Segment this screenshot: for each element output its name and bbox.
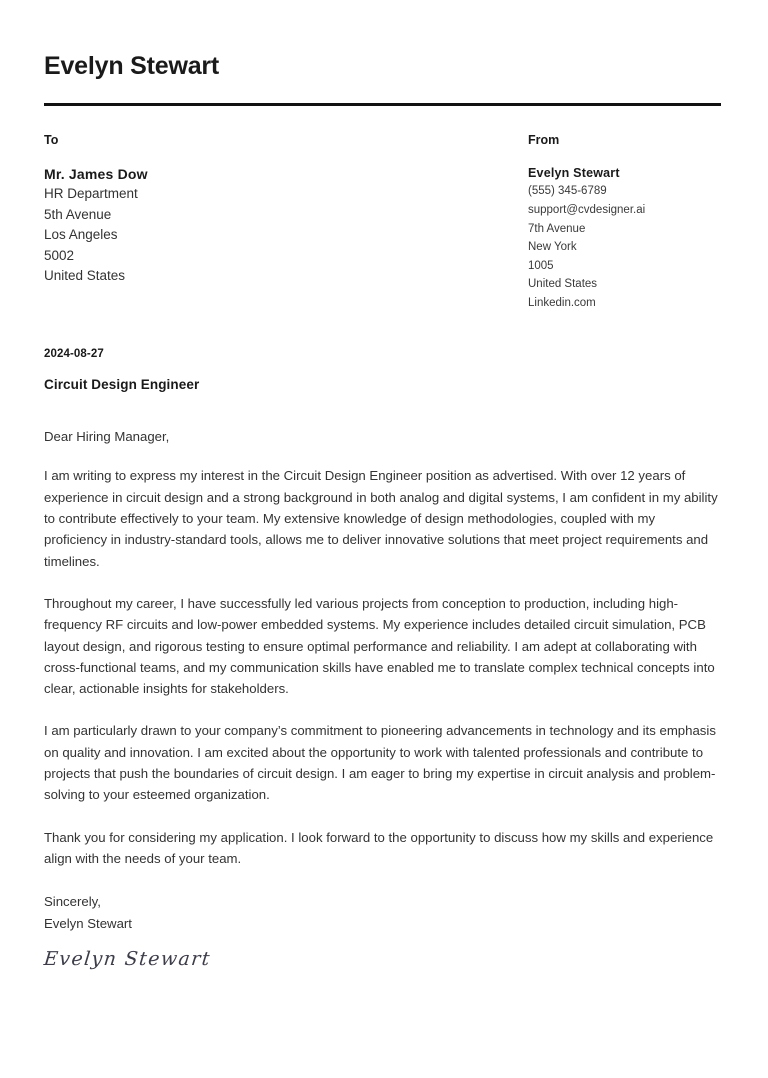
- letter-greeting: Dear Hiring Manager,: [44, 429, 170, 445]
- recipient-line: 5002: [44, 247, 75, 263]
- sender-line: New York: [528, 241, 577, 254]
- sender-website: Linkedin.com: [528, 296, 596, 309]
- body-paragraph: Throughout my career, I have successfully led various projects from conception to production, including high-frequency RF circuits and low-power embedded systems. My experience includes detailed circuit simulation, PCB layout design, and rigorous testing to ensure optimal performance and reliability. I am adept at collaborating with cross-functional teams, and my communication skills have enabled me to translate complex technical concepts into clear, actionable insights for stakeholders.: [44, 595, 715, 697]
- recipient-label: To: [44, 132, 59, 147]
- sender-name: Evelyn Stewart: [528, 165, 620, 180]
- header-divider: [44, 103, 721, 106]
- recipient-line: United States: [44, 268, 126, 284]
- letter-body: [44, 465, 721, 869]
- body-paragraph: I am writing to express my interest in the Circuit Design Engineer position as advertised. With over 12 years of experience in circuit design and a strong background in both analog and digital systems, I am confident in my ability to contribute effectively to your team. My extensive knowledge of design methodologies, coupled with my proficiency in industry-standard tools, allows me to deliver innovative solutions that meet project requirements and timelines.: [44, 468, 718, 569]
- recipient-name: Mr. James Dow: [44, 165, 148, 182]
- letter-meta: [44, 348, 724, 394]
- signature: Evelyn Stewart: [42, 947, 212, 970]
- body-paragraph: I am particularly drawn to your company’s commitment to pioneering advancements in technology and its emphasis on quality and innovation. I am excited about the opportunity to work with talented professionals and contribute to projects that push the boundaries of circuit design. I am eager to bring my expertise in circuit analysis and problem-solving to your esteemed organization.: [44, 723, 716, 803]
- page-title: Evelyn Stewart: [44, 52, 220, 80]
- sender-phone: (555) 345-6789: [528, 185, 607, 198]
- letter-closing: [44, 891, 724, 934]
- contact-block: [44, 133, 724, 313]
- closing-name: Evelyn Stewart: [44, 915, 132, 931]
- recipient-line: HR Department: [44, 186, 138, 202]
- sender-column: [528, 133, 724, 313]
- job-title: Circuit Design Engineer: [44, 377, 200, 393]
- sender-label: From: [528, 132, 560, 147]
- recipient-line: Los Angeles: [44, 227, 118, 243]
- recipient-line: 5th Avenue: [44, 206, 112, 222]
- body-paragraph: Thank you for considering my application. I look forward to the opportunity to discuss how my skills and experience align with the needs of your team.: [44, 829, 714, 866]
- sender-email: support@cvdesigner.ai: [528, 203, 646, 216]
- sender-line: 1005: [528, 259, 554, 272]
- closing-salutation: Sincerely,: [44, 894, 101, 910]
- recipient-column: [44, 133, 528, 313]
- letter-date: 2024-08-27: [44, 347, 104, 360]
- sender-line: United States: [528, 278, 598, 291]
- sender-line: 7th Avenue: [528, 222, 586, 235]
